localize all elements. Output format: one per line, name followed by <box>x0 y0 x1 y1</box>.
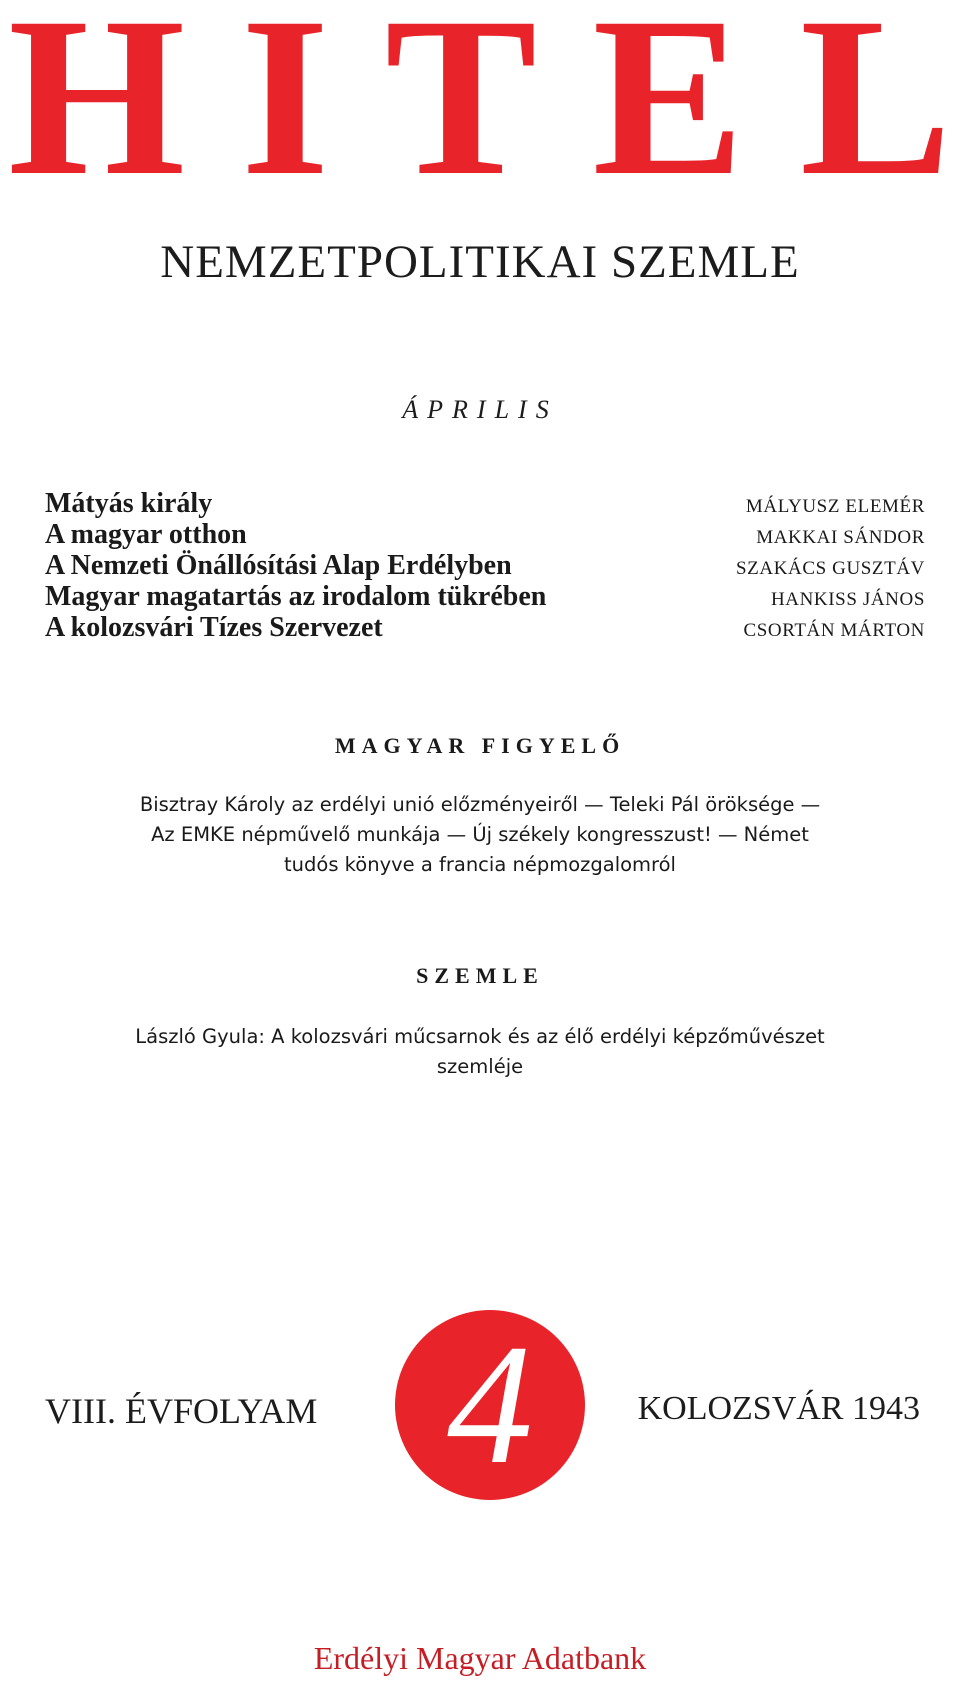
article-title: Mátyás király <box>45 488 213 519</box>
szemle-heading: SZEMLE <box>416 963 544 988</box>
article-title: Magyar magatartás az irodalom tükrében <box>45 581 547 612</box>
toc-row <box>45 581 925 612</box>
issue-number-badge <box>395 1310 585 1500</box>
masthead-letter: I <box>240 0 330 223</box>
article-author: MÁLYUSZ ELEMÉR <box>745 496 925 517</box>
toc-row <box>45 519 925 550</box>
toc-row <box>45 612 925 643</box>
figyelo-line: Az EMKE népművelő munkája — Új székely kongresszust! — Német <box>151 823 809 846</box>
masthead-letter: T <box>384 0 537 223</box>
article-title: A kolozsvári Tízes Szervezet <box>45 612 383 643</box>
article-author: SZAKÁCS GUSZTÁV <box>736 558 925 579</box>
article-title: A magyar otthon <box>45 519 247 550</box>
table-of-contents <box>45 488 925 643</box>
toc-row <box>45 488 925 519</box>
masthead-letter: L <box>799 0 952 223</box>
toc-row <box>45 550 925 581</box>
figyelo-line: Bisztray Károly az erdélyi unió előzményeiről — Teleki Pál öröksége — <box>139 793 821 816</box>
article-author: MAKKAI SÁNDOR <box>756 527 925 548</box>
volume-label: VIII. ÉVFOLYAM <box>45 1391 318 1431</box>
source-watermark: Erdélyi Magyar Adatbank <box>313 1640 647 1676</box>
magyar-figyelo-contents <box>40 790 920 880</box>
masthead-logo <box>0 0 960 223</box>
szemle-line: szemléje <box>436 1055 524 1078</box>
szemle-contents <box>40 1022 920 1082</box>
magyar-figyelo-heading: MAGYAR FIGYELŐ <box>334 733 626 758</box>
article-title: A Nemzeti Önállósítási Alap Erdélyben <box>45 550 512 581</box>
masthead-letter: H <box>8 0 186 223</box>
article-author: CSORTÁN MÁRTON <box>743 620 925 641</box>
place-year-label: KOLOZSVÁR 1943 <box>637 1390 920 1427</box>
issue-month: ÁPRILIS <box>402 395 558 424</box>
masthead-letter: E <box>592 0 745 223</box>
journal-subtitle: NEMZETPOLITIKAI SZEMLE <box>160 236 800 288</box>
issue-number: 4 <box>447 1310 533 1500</box>
article-author: HANKISS JÁNOS <box>770 589 925 610</box>
figyelo-line: tudós könyve a francia népmozgalomról <box>284 853 676 876</box>
szemle-line: László Gyula: A kolozsvári műcsarnok és az élő erdélyi képzőművészet <box>135 1025 825 1048</box>
